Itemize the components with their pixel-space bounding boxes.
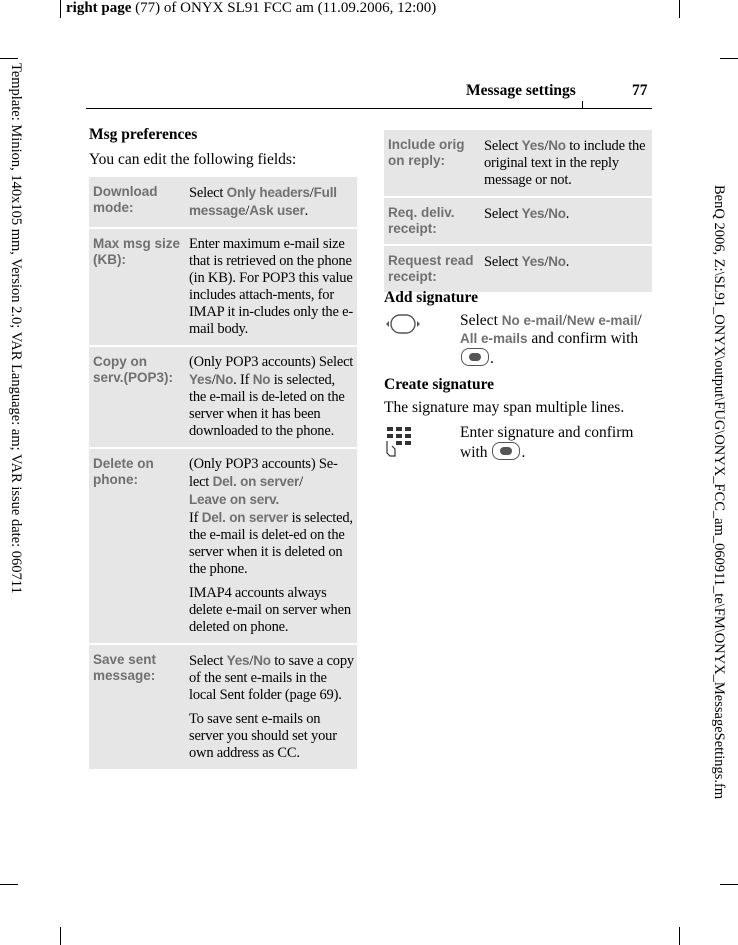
create-signature-heading: Create signature (384, 376, 495, 393)
crop-mark (720, 58, 738, 59)
add-signature-heading: Add signature (384, 289, 479, 306)
field-label: Download mode: (89, 177, 185, 227)
file-path-note: BenQ 2006, Z:\SL91_ONYX\output\FUG\ONYX_FCC_am_060911_te\FM\ONYX_MessageSettings.fm (711, 185, 727, 800)
field-description: Select Yes/No to include the original text in the reply message or not. (480, 130, 652, 196)
center-key-icon (461, 348, 489, 366)
crop-mark (679, 0, 680, 18)
field-description: Select Yes/No to save a copy of the sent e-mails in the local Sent folder (page 69). To save sent e-mails on server you should set your own address as CC. (185, 643, 357, 769)
table-row (89, 227, 357, 345)
crop-mark (0, 884, 18, 885)
navigation-key-icon (384, 312, 422, 336)
table-row (384, 130, 652, 196)
field-description: (Only POP3 accounts) Se-lect Del. on server/ Leave on serv. If Del. on server is selected, the e-mail is delet-ed on the server when it is deleted on the phone. IMAP4 accounts always delete e-mail on server when deleted on phone. (185, 447, 357, 643)
crop-mark (0, 58, 18, 59)
production-note: right page (77) of ONYX SL91 FCC am (11.09.2006, 12:00) (66, 0, 437, 16)
center-key-icon (492, 442, 520, 460)
table-row (384, 244, 652, 292)
template-note: Template: Minion, 140x105 mm, Version 2.0; VAR Language: am; VAR issue date: 060711 (8, 63, 24, 594)
reply-options-table (384, 130, 652, 292)
crop-mark (60, 0, 61, 18)
running-header-title: Message settings (466, 82, 576, 99)
create-signature-text: Enter signature and confirm with . (460, 424, 634, 461)
add-signature-text: Select No e-mail/New e-mail/ All e-mails and confirm with . (460, 312, 642, 367)
field-description: (Only POP3 accounts) Select Yes/No. If No is selected, the e-mail is de-leted on the server when it has been downloaded to the phone. (185, 345, 357, 447)
create-signature-intro: The signature may span multiple lines. (384, 399, 625, 416)
page-number: 77 (632, 82, 648, 99)
table-row (89, 643, 357, 769)
field-label: Max msg size (KB): (89, 227, 185, 345)
table-row (89, 177, 357, 227)
field-description: Select Only headers/Full message/Ask user. (185, 177, 357, 227)
msg-preferences-table (89, 177, 357, 769)
field-label: Request read receipt: (384, 244, 480, 292)
field-label: Copy on serv.(POP3): (89, 345, 185, 447)
table-row (89, 345, 357, 447)
field-description: Select Yes/No. (480, 244, 652, 292)
header-rule (86, 108, 652, 109)
field-label: Save sent message: (89, 643, 185, 769)
crop-mark (60, 927, 61, 945)
crop-mark (720, 884, 738, 885)
msg-preferences-intro: You can edit the following fields: (89, 151, 297, 168)
field-label: Delete on phone: (89, 447, 185, 643)
msg-preferences-heading: Msg preferences (89, 126, 198, 143)
header-rule-tick (582, 101, 583, 108)
crop-mark (679, 927, 680, 945)
field-description: Enter maximum e-mail size that is retrieved on the phone (in KB). For POP3 this value includes attach-ments, for IMAP it in-cludes only the e-mail body. (185, 227, 357, 345)
field-description: Select Yes/No. (480, 196, 652, 244)
field-label: Req. deliv. receipt: (384, 196, 480, 244)
table-row (384, 196, 652, 244)
field-label: Include orig on reply: (384, 130, 480, 196)
keypad-icon (384, 425, 416, 457)
table-row (89, 447, 357, 643)
